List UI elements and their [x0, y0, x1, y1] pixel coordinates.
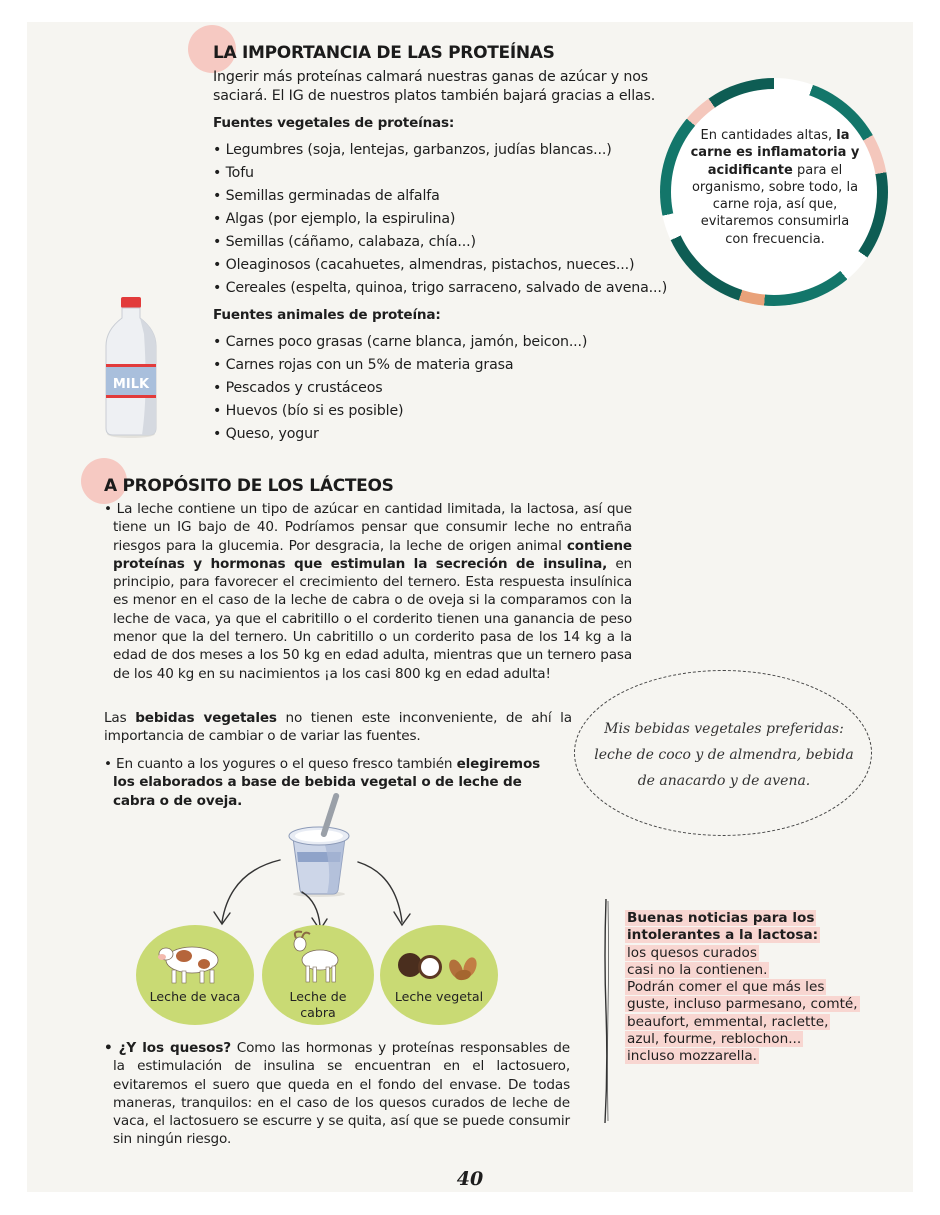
goat-icon: [286, 930, 348, 984]
news-line: casi no la contienen.: [627, 961, 768, 978]
dairy-title: A PROPÓSITO DE LOS LÁCTEOS: [104, 476, 394, 496]
dairy-paragraph-4: [104, 1039, 570, 1149]
cow-icon: [154, 938, 232, 986]
news-line: beaufort, emmental, raclette,: [627, 1013, 829, 1030]
sketch-bracket: [600, 897, 612, 1125]
dairy-p2-bold: bebidas vegetales: [135, 710, 277, 726]
list-item: • Carnes poco grasas (carne blanca, jamón, beicon...): [213, 334, 588, 350]
list-item: • Oleaginosos (cacahuetes, almendras, pistachos, nueces...): [213, 257, 635, 273]
vegetal-sources-heading: Fuentes vegetales de proteínas:: [213, 115, 455, 131]
animal-sources-list: [213, 331, 587, 446]
bubble-line-3: de anacardo y de avena.: [637, 773, 811, 789]
news-line: azul, fourme, reblochon...: [627, 1031, 802, 1048]
vegetal-milk-label: Leche vegetal: [394, 989, 484, 1004]
vegetal-sources-list: [213, 139, 667, 300]
dairy-p3-text: • En cuanto a los yogures o el queso fresco también: [104, 756, 457, 772]
dairy-paragraph-1: [104, 500, 632, 683]
goat-label-line-2: cabra: [300, 1005, 336, 1020]
list-item: • Cereales (espelta, quinoa, trigo sarraceno, salvado de avena...): [213, 280, 668, 296]
animal-sources-heading: Fuentes animales de proteína:: [213, 307, 441, 323]
meat-note-text-end: para el organismo, sobre todo, la carne roja, así que, evitaremos consumirla con frecuencia.: [691, 162, 859, 247]
news-line: Podrán comer el que más les: [627, 979, 825, 996]
list-item: • Algas (por ejemplo, la espirulina): [213, 211, 456, 227]
list-item: • Semillas germinadas de alfalfa: [213, 188, 440, 204]
dairy-p4-bold: • ¿Y los quesos?: [104, 1040, 232, 1056]
news-line-bold: Buenas noticias para los: [627, 910, 815, 926]
list-item: • Tofu: [213, 165, 254, 181]
list-item: • Legumbres (soja, lentejas, garbanzos, judías blancas...): [213, 142, 612, 158]
news-line: guste, incluso parmesano, comté,: [627, 996, 858, 1013]
coconut-almond-icon: [396, 945, 482, 983]
dairy-p2-text: Las: [104, 710, 136, 726]
proteins-intro-line-1: Ingerir más proteínas calmará nuestras ganas de azúcar y nos: [213, 69, 649, 85]
goat-label-line-1: Leche de: [289, 989, 347, 1004]
meat-note-text: En cantidades altas,: [700, 128, 837, 143]
dairy-p1-text-end: en principio, para favorecer el crecimiento del ternero. Esta respuesta insulínica es menor en el caso de la leche de cabra o de oveja si la comparamos con la leche de vaca, ya que el cabritillo o el corderito tienen una ganancia de peso menor que la del ternero. Un cabritillo o un corderito pasa de los 14 kg a la edad de dos meses a los 50 kg en edad adulta, mientras que un ternero pasa de los 40 kg en su nacimientos ¡a los casi 800 kg en edad adulta!: [113, 555, 632, 682]
goat-milk-label: [264, 989, 372, 1021]
bubble-line-1: Mis bebidas vegetales preferidas:: [604, 721, 844, 737]
meat-note-bold: la carne es inflamatoria y acidificante: [690, 128, 860, 178]
dairy-p1-text: • La leche contiene un tipo de azúcar en cantidad limitada, la lactosa, así que tiene un IG bajo de 40. Podríamos pensar que consumir leche no entraña riesgos para la glucemia. Por desgracia, la leche de origen animal: [104, 501, 632, 554]
meat-note: [690, 127, 860, 248]
list-item: • Semillas (cáñamo, calabaza, chía...): [213, 234, 476, 250]
proteins-intro-line-2: saciará. El IG de nuestros platos también bajará gracias a ellas.: [213, 87, 656, 104]
diagram-arrows: [200, 852, 430, 932]
list-item: • Pescados y crustáceos: [213, 380, 383, 396]
list-item: • Huevos (bío si es posible): [213, 403, 404, 419]
news-line-bold: intolerantes a la lactosa:: [627, 927, 819, 944]
proteins-intro: [213, 68, 655, 105]
dairy-p2-text-end: no tienen este inconveniente, de ahí la importancia de cambiar o de variar las fuentes.: [104, 710, 572, 745]
news-line: los quesos curados: [627, 944, 757, 961]
dairy-p1-bold: contiene proteínas y hormonas que estimulan la secreción de insulina,: [113, 537, 632, 572]
list-item: • Queso, yogur: [213, 426, 319, 442]
dairy-p3-bold: elegiremos los elaborados a base de bebida vegetal o de leche de cabra o de oveja.: [113, 756, 541, 809]
dairy-paragraph-2: [104, 709, 572, 746]
proteins-title: LA IMPORTANCIA DE LAS PROTEÍNAS: [213, 43, 555, 63]
milk-label: MILK: [112, 377, 150, 392]
milk-bottle-icon: [100, 294, 164, 440]
list-item: • Carnes rojas con un 5% de materia grasa: [213, 357, 514, 373]
page-number: 40: [456, 1168, 484, 1190]
cow-milk-label: Leche de vaca: [149, 989, 241, 1004]
news-line: incluso mozzarella.: [627, 1048, 757, 1065]
dairy-p4-text: Como las hormonas y proteínas responsables de la estimulación de insulina se encuentran en el lactosuero, evitaremos el suero que queda en el fondo del envase. De todas maneras, tranquilos: en el caso de los quesos curados de leche de vaca, el lactosuero se escurre y se quita, así que se puede consumir sin ningún riesgo.: [113, 1040, 571, 1148]
bubble-line-2: leche de coco y de almendra, bebida: [594, 747, 854, 763]
good-news-box: [625, 910, 875, 1066]
favorite-drinks-text: [592, 716, 856, 794]
